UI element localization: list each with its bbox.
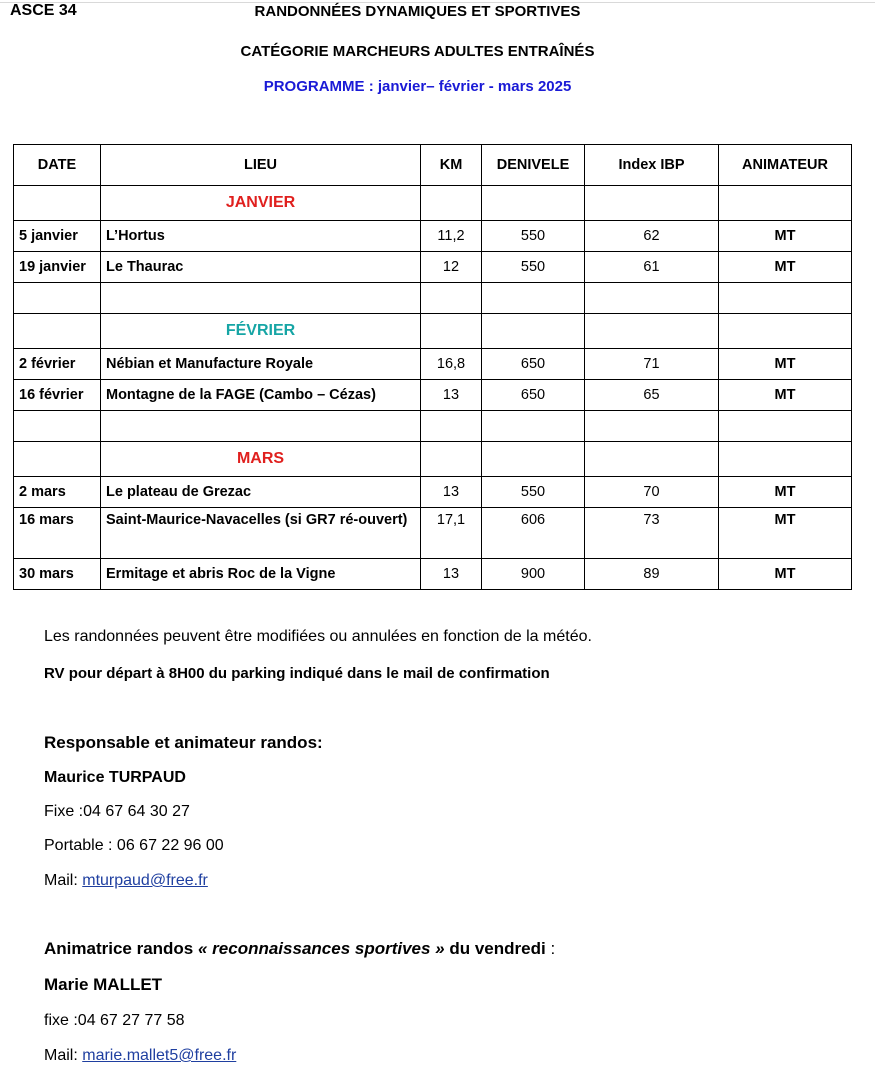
table-row xyxy=(14,559,852,590)
table-row xyxy=(14,221,852,252)
cell-lieu: Montagne de la FAGE (Cambo – Cézas) xyxy=(101,380,421,411)
cell-ibp: 73 xyxy=(585,508,719,559)
cell-lieu: Le plateau de Grezac xyxy=(101,477,421,508)
col-header-denivele: DENIVELE xyxy=(482,145,585,186)
table-row xyxy=(14,508,852,559)
cell-date: 5 janvier xyxy=(14,221,101,252)
cell-lieu: Saint-Maurice-Navacelles (si GR7 ré-ouvert) xyxy=(101,508,421,559)
animatrice-heading xyxy=(44,939,555,959)
cell-denivele: 550 xyxy=(482,221,585,252)
cell-lieu: Ermitage et abris Roc de la Vigne xyxy=(101,559,421,590)
month-label: FÉVRIER xyxy=(225,322,296,339)
table-row xyxy=(14,252,852,283)
cell-date: 16 mars xyxy=(14,508,101,559)
animatrice-heading-c: du vendredi xyxy=(444,939,546,958)
col-header-date: DATE xyxy=(14,145,101,186)
cell-date: 2 mars xyxy=(14,477,101,508)
cell-denivele: 550 xyxy=(482,477,585,508)
month-label: MARS xyxy=(236,450,285,467)
cell-animateur: MT xyxy=(719,252,852,283)
cell-animateur: MT xyxy=(719,380,852,411)
animatrice-heading-b: « reconnaissances sportives » xyxy=(198,939,445,958)
cell-km: 17,1 xyxy=(421,508,482,559)
cell-km: 13 xyxy=(421,559,482,590)
cell-denivele: 900 xyxy=(482,559,585,590)
mail-label: Mail: xyxy=(44,872,83,889)
month-row-fevrier xyxy=(14,314,852,349)
doc-programme: PROGRAMME : janvier– février - mars 2025 xyxy=(263,78,572,95)
col-header-km: KM xyxy=(421,145,482,186)
doc-title: RANDONNÉES DYNAMIQUES ET SPORTIVES xyxy=(254,3,581,20)
cell-denivele: 650 xyxy=(482,380,585,411)
col-header-animateur: ANIMATEUR xyxy=(719,145,852,186)
spacer-row xyxy=(14,283,852,314)
cell-lieu: L’Hortus xyxy=(101,221,421,252)
org-name: ASCE 34 xyxy=(10,2,77,19)
animatrice-heading-a: Animatrice randos xyxy=(44,939,198,958)
animatrice-mail-link[interactable]: marie.mallet5@free.fr xyxy=(82,1047,237,1064)
cell-date: 16 février xyxy=(14,380,101,411)
programme-table xyxy=(13,144,852,590)
responsable-heading: Responsable et animateur randos: xyxy=(44,733,323,752)
animatrice-heading-d: : xyxy=(545,939,556,958)
cell-km: 12 xyxy=(421,252,482,283)
responsable-fixe: Fixe :04 67 64 30 27 xyxy=(44,803,190,820)
cell-ibp: 62 xyxy=(585,221,719,252)
cell-ibp: 71 xyxy=(585,349,719,380)
rv-note: RV pour départ à 8H00 du parking indiqué dans le mail de confirmation xyxy=(44,665,550,682)
cell-lieu: Le Thaurac xyxy=(101,252,421,283)
responsable-mail-line xyxy=(44,872,208,890)
cell-animateur: MT xyxy=(719,559,852,590)
table-row xyxy=(14,477,852,508)
cell-denivele: 550 xyxy=(482,252,585,283)
cell-date: 19 janvier xyxy=(14,252,101,283)
cell-ibp: 89 xyxy=(585,559,719,590)
table-row xyxy=(14,380,852,411)
table-header-row xyxy=(14,145,852,186)
month-row-janvier xyxy=(14,186,852,221)
cell-km: 13 xyxy=(421,477,482,508)
animatrice-name: Marie MALLET xyxy=(44,975,163,994)
cell-km: 11,2 xyxy=(421,221,482,252)
col-header-lieu: LIEU xyxy=(101,145,421,186)
cell-denivele: 606 xyxy=(482,508,585,559)
month-row-mars xyxy=(14,442,852,477)
animatrice-mail-line xyxy=(44,1047,236,1065)
responsable-mail-link[interactable]: mturpaud@free.fr xyxy=(82,872,208,889)
cell-animateur: MT xyxy=(719,508,852,559)
cell-ibp: 70 xyxy=(585,477,719,508)
spacer-row xyxy=(14,411,852,442)
cell-animateur: MT xyxy=(719,221,852,252)
cell-denivele: 650 xyxy=(482,349,585,380)
col-header-ibp: Index IBP xyxy=(585,145,719,186)
cell-animateur: MT xyxy=(719,477,852,508)
meteo-note: Les randonnées peuvent être modifiées ou annulées en fonction de la météo. xyxy=(44,628,592,645)
cell-km: 13 xyxy=(421,380,482,411)
table-row xyxy=(14,349,852,380)
cell-ibp: 65 xyxy=(585,380,719,411)
mail-label: Mail: xyxy=(44,1047,83,1064)
animatrice-fixe: fixe :04 67 27 77 58 xyxy=(44,1012,185,1029)
responsable-name: Maurice TURPAUD xyxy=(44,769,186,786)
cell-km: 16,8 xyxy=(421,349,482,380)
responsable-portable: Portable : 06 67 22 96 00 xyxy=(44,837,224,854)
cell-lieu: Nébian et Manufacture Royale xyxy=(101,349,421,380)
month-label: JANVIER xyxy=(225,194,296,211)
doc-category: CATÉGORIE MARCHEURS ADULTES ENTRAÎNÉS xyxy=(240,43,595,60)
cell-date: 30 mars xyxy=(14,559,101,590)
cell-date: 2 février xyxy=(14,349,101,380)
cell-animateur: MT xyxy=(719,349,852,380)
cell-ibp: 61 xyxy=(585,252,719,283)
